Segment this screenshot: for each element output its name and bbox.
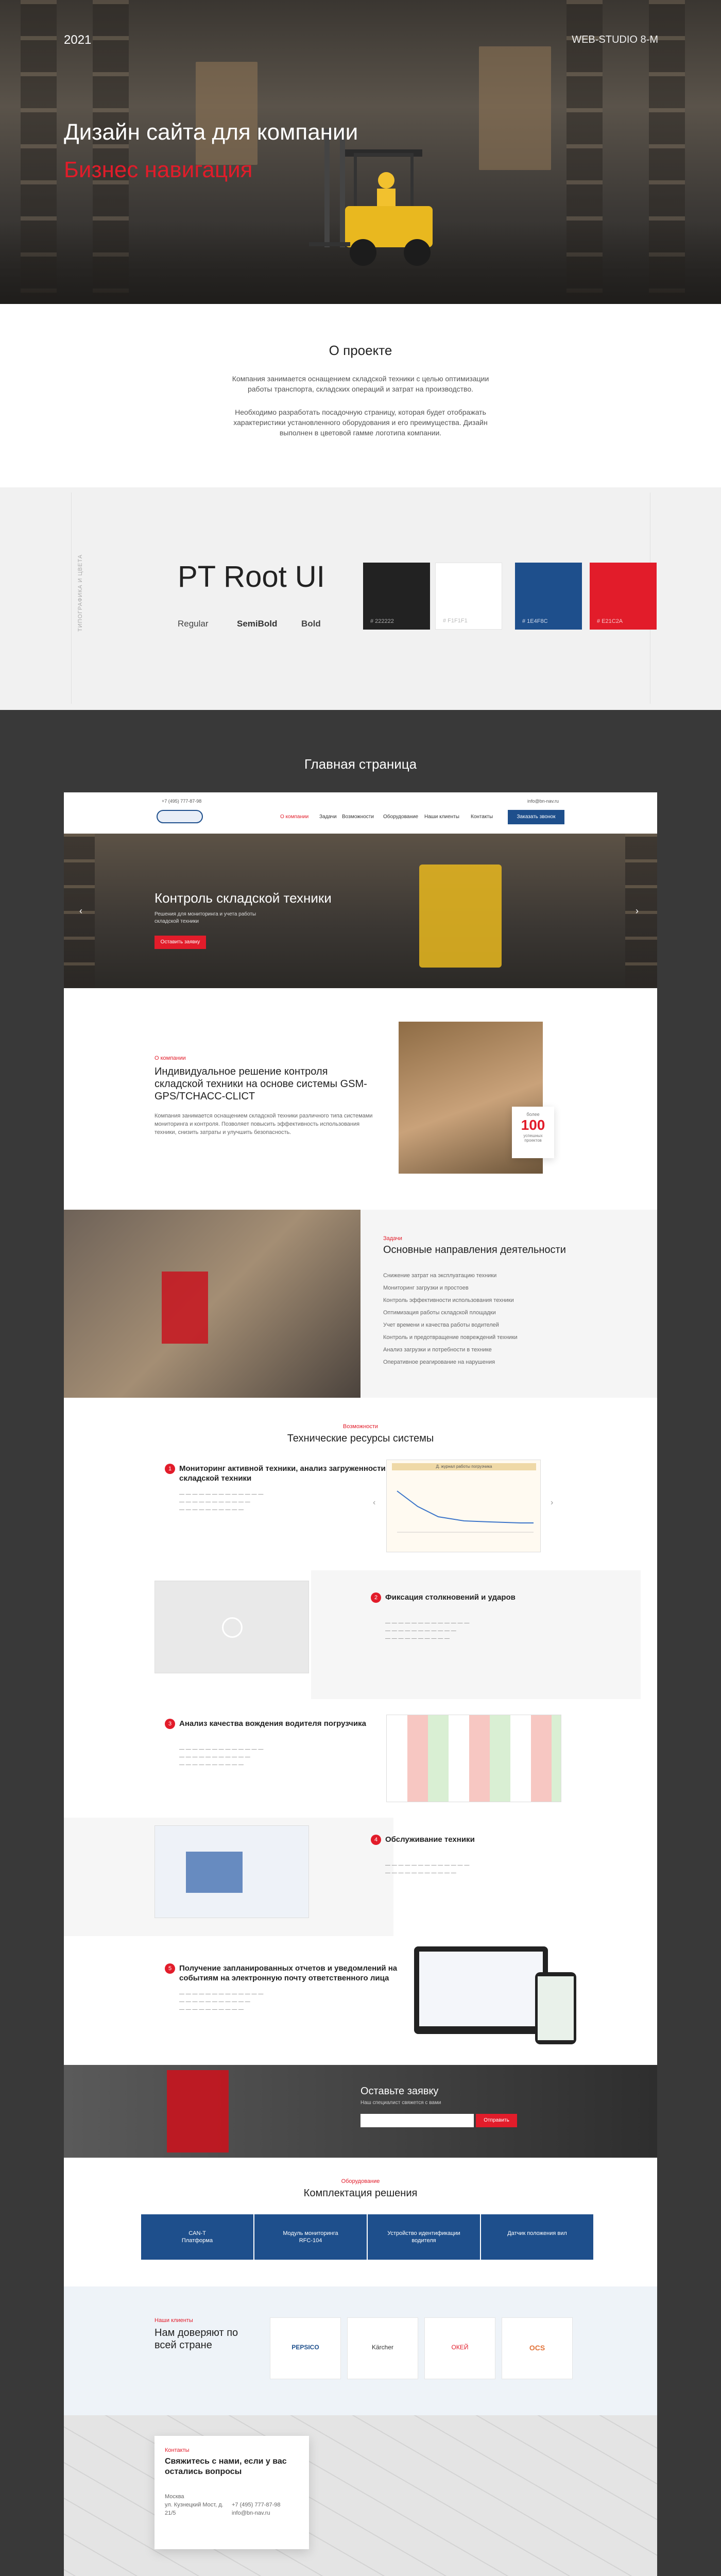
chart-screenshot: Д. журнал работы погрузчика [386,1460,541,1552]
mock-nav-item[interactable]: Контакты [471,814,493,820]
request-title: Оставьте заявку [360,2086,439,2097]
feature-item: 1 Мониторинг активной техники, анализ загруженности складской техники — — — — — — — — — — — — — — — — — — — — — — — — — — — — — — — — — — [154,1460,425,1573]
cargo-boxes [479,46,551,170]
company-logo[interactable] [157,810,203,823]
carousel-next-icon[interactable]: › [551,1498,554,1507]
feature-item: 3 Анализ качества вождения водителя погрузчика — — — — — — — — — — — — — — — — — — — — — — — — — — — — — — — — — — [154,1715,425,1828]
contacts-address: ул. Кузнецкий Мост, д. 21/5 [165,2502,224,2516]
task-item: Контроль эффективности использования техники [383,1297,514,1303]
features-title: Технические ресурсы системы [287,1433,434,1444]
solution-card[interactable]: Устройство идентификации водителя [368,2214,480,2260]
about-paragraph: Необходимо разработать посадочную страницу, которая будет отображать характеристики установленного оборудования и его преимущества. Дизайн выполнен в цветовой гамме логотипа компании. [233,408,488,437]
task-item: Анализ загрузки и потребности в технике [383,1347,492,1353]
video-screenshot[interactable] [154,1581,309,1673]
forklift-photo [167,2070,229,2153]
font-weight-regular: Regular [178,619,209,629]
task-item: Оперативное реагирование на нарушения [383,1359,495,1365]
slider-next-icon[interactable]: › [636,906,639,916]
table-screenshot [386,1715,561,1802]
slider-prev-icon[interactable]: ‹ [79,906,82,916]
feature-item: 5 Получение запланированных отчетов и уведомлений на событиям на электронную почту ответственного лица — — — — — — — — — — — — — — — — — — — — — — — — — — — — — — — — — — [154,1959,425,2073]
project-year: 2021 [64,33,92,47]
header-callback-button[interactable]: Заказать звонок [508,810,564,824]
features-label: Возможности [342,1423,379,1430]
color-swatch: # 1E4F8C [515,563,582,630]
color-swatch: # E21C2A [590,563,657,630]
mock-hero-subtitle: Решения для мониторинга и учета работы складской техники [154,911,256,924]
main-page-section [0,710,721,2576]
mock-nav-item[interactable]: Задачи [319,814,337,820]
section-side-label: ТИПОГРАФИКА И ЦВЕТА [77,554,83,632]
task-item: Контроль и предотвращение повреждений техники [383,1334,518,1341]
mock-nav-item[interactable]: Возможности [342,814,374,820]
hero-title: Дизайн сайта для компании [64,120,358,145]
mock-hero [64,834,657,988]
contacts-email: info@bn-nav.ru [232,2510,270,2516]
projects-badge: более 100 успешных проектов [512,1107,554,1158]
task-item: Снижение затрат на эксплуатацию техники [383,1273,497,1279]
laptop-mockup [414,1946,548,2034]
feature-item: 2 Фиксация столкновений и ударов — — — — — — — — — — — — — — — — — — — — — — — — — — — — — — — — — — [360,1588,631,1702]
request-section [64,2065,657,2158]
mock-nav-item[interactable]: Наши клиенты [424,814,459,820]
studio-name: WEB-STUDIO 8-M [572,34,658,45]
equipment-label: Оборудование [341,2178,380,2184]
font-weight-semibold: SemiBold [237,619,278,629]
mock-about-title: Индивидуальное решение контроля складской техники на основе системы GSM-GPS/ТСНАСС-CLICT [154,1066,367,1102]
request-subtitle: Наш специалист свяжется с вами [360,2100,441,2106]
feature-item: 4 Обслуживание техники — — — — — — — — — — — — — — — — — — — — — — — — [360,1831,631,1944]
about-title: О проекте [329,343,392,358]
task-item: Учет времени и качества работы водителей [383,1322,499,1328]
solution-card[interactable]: Модуль мониторинга RFC-104 [254,2214,367,2260]
contacts-city: Москва [165,2494,184,2500]
contacts-map[interactable] [64,2415,657,2576]
hero-section [0,0,721,304]
clients-title: Нам доверяют по всей стране [154,2327,238,2351]
mock-about-text: Компания занимается оснащением складской техники различного типа системами мониторинга и контроля. Позволяет повысить эффективность использования техники, снизить затраты и улучшить безопасность. [154,1113,373,1136]
mock-about-label: О компании [154,1055,186,1061]
mock-nav-item[interactable]: О компании [280,814,309,820]
tasks-label: Задачи [383,1235,402,1242]
cargo-boxes [196,62,258,165]
contacts-phone: +7 (495) 777-87-98 [232,2502,281,2508]
forklift-photo [419,865,502,968]
font-weight-bold: Bold [301,619,321,629]
forklift-boxes-photo [64,1210,360,1398]
forklift-illustration [309,129,443,273]
clients-label: Наши клиенты [154,2317,193,2324]
equipment-title: Комплектация решения [303,2188,418,2199]
hero-subtitle: Бизнес навигация [64,157,253,182]
color-swatch: # F1F1F1 [435,563,502,630]
mock-hero-title: Контроль складской техники [154,890,332,906]
play-icon [222,1617,243,1638]
clients-carousel [270,2317,579,2384]
contacts-label: Контакты [165,2447,190,2453]
solutions-row [141,2214,594,2261]
color-swatch: # 222222 [363,563,430,630]
map-screenshot [154,1825,309,1918]
contacts-title: Свяжитесь с нами, если у вас остались вопросы [165,2457,287,2476]
solution-card[interactable]: Датчик положения вил [481,2214,593,2260]
mock-hero-request-button[interactable]: Оставить заявку [154,936,206,949]
client-card[interactable]: OCS [502,2317,573,2379]
website-mockup [64,792,657,2576]
client-card[interactable]: ОКЕЙ [424,2317,495,2379]
font-name: PT Root UI [178,560,325,594]
tasks-title: Основные направления деятельности [383,1244,566,1256]
mock-header [64,792,657,834]
divider [71,493,72,704]
typography-section [0,487,721,710]
mock-nav-item[interactable]: Оборудование [383,814,419,820]
request-phone-input[interactable] [360,2114,474,2127]
client-card[interactable]: PEPSICO [270,2317,341,2379]
solution-card[interactable]: CAN-T Платформа [141,2214,253,2260]
phone-mockup [535,1972,576,2044]
mock-email[interactable]: info@bn-nav.ru [527,799,559,804]
client-card[interactable]: Kärcher [347,2317,418,2379]
contacts-card [154,2436,309,2549]
mock-phone[interactable]: +7 (495) 777-87-98 [162,799,202,804]
task-item: Мониторинг загрузки и простоев [383,1285,469,1291]
task-item: Оптимизация работы складской площадки [383,1310,496,1316]
about-paragraph: Компания занимается оснащением складской техники с целью оптимизации работы транспорта, складских операций и затрат на производство. [232,375,489,393]
request-submit-button[interactable]: Отправить [476,2114,517,2127]
carousel-prev-icon[interactable]: ‹ [373,1498,376,1507]
about-section [0,304,721,487]
section-title: Главная страница [304,756,417,772]
